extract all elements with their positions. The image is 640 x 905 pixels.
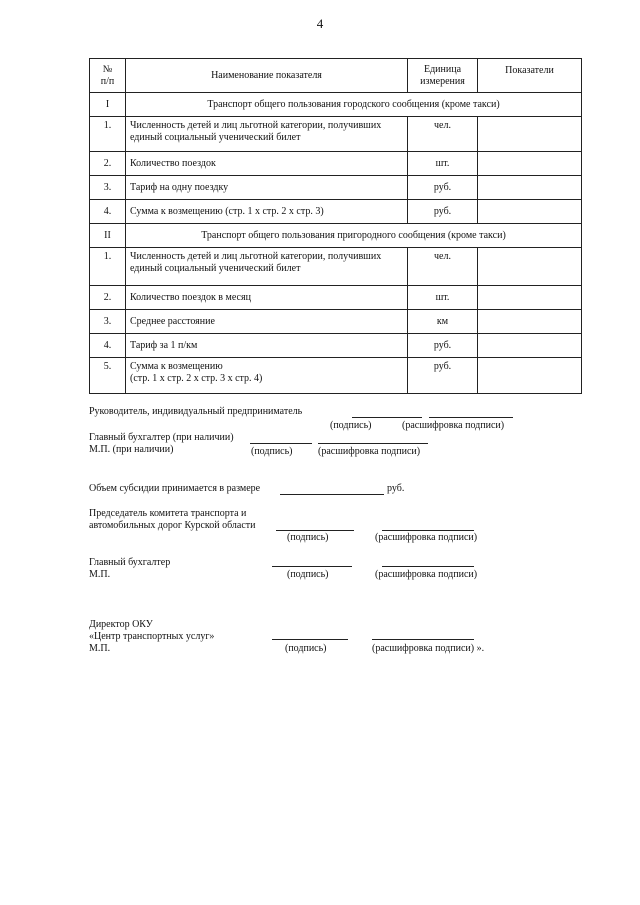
row-num: 3. xyxy=(90,176,126,200)
table-row xyxy=(90,286,582,310)
director-decoding-line[interactable] xyxy=(372,639,474,640)
indicators-table xyxy=(89,58,582,394)
subsidy-label: Объем субсидии принимается в размере xyxy=(89,483,261,494)
head-signature-line[interactable] xyxy=(352,417,422,418)
row-value xyxy=(478,310,582,334)
table-header-row xyxy=(90,59,582,93)
page-number: 4 xyxy=(316,16,324,31)
decoding-hint: (расшифровка подписи) xyxy=(318,446,421,457)
header-name: Наименование показателя xyxy=(126,59,408,93)
row-value xyxy=(478,117,582,152)
decoding-hint: (расшифровка подписи) xyxy=(402,420,505,431)
row-name: Количество поездок в месяц xyxy=(126,286,408,310)
table-row xyxy=(90,152,582,176)
row-name: Количество поездок xyxy=(126,152,408,176)
subsidy-amount-line[interactable] xyxy=(280,494,384,495)
director-stamp-label: М.П. xyxy=(89,643,111,654)
row-name: Сумма к возмещению (стр. 1 х стр. 2 х стр. 3) xyxy=(126,200,408,224)
row-name: Численность детей и лиц льготной категории, получивших единый социальный ученический билет xyxy=(126,117,408,152)
row-unit: руб. xyxy=(408,334,478,358)
row-unit: чел. xyxy=(408,117,478,152)
row-num: 4. xyxy=(90,334,126,358)
row-unit: чел. xyxy=(408,248,478,286)
signature-hint: (подпись) xyxy=(251,446,293,457)
section-title: Транспорт общего пользования городского сообщения (кроме такси) xyxy=(126,93,582,117)
stamp-optional-label: М.П. (при наличии) xyxy=(89,444,174,455)
header-value: Показатели xyxy=(478,59,582,93)
row-value xyxy=(478,358,582,394)
decoding-hint: (расшифровка подписи) xyxy=(375,532,478,543)
chairman-label-line2: автомобильных дорог Курской области xyxy=(89,520,256,531)
chairman-label-line1: Председатель комитета транспорта и xyxy=(89,508,247,519)
table-row xyxy=(90,176,582,200)
row-value xyxy=(478,334,582,358)
row-num: 2. xyxy=(90,152,126,176)
table-row xyxy=(90,200,582,224)
stamp-label: М.П. xyxy=(89,569,111,580)
row-name: Тариф на одну поездку xyxy=(126,176,408,200)
director-signature-line[interactable] xyxy=(272,639,348,640)
row-name: Среднее расстояние xyxy=(126,310,408,334)
signature-hint: (подпись) xyxy=(287,532,329,543)
row-value xyxy=(478,176,582,200)
subsidy-currency: руб. xyxy=(387,483,405,494)
row-value xyxy=(478,152,582,176)
row-num: 2. xyxy=(90,286,126,310)
row-num: 1. xyxy=(90,117,126,152)
section-num: I xyxy=(90,93,126,117)
accountant2-signature-line[interactable] xyxy=(272,566,352,567)
chief-accountant-label: Главный бухгалтер (при наличии) xyxy=(89,432,234,443)
signature-hint: (подпись) xyxy=(285,643,327,654)
signature-hint: (подпись) xyxy=(287,569,329,580)
header-unit: Единица измерения xyxy=(408,59,478,93)
signature-hint: (подпись) xyxy=(330,420,372,431)
row-unit: руб. xyxy=(408,200,478,224)
table-row xyxy=(90,248,582,286)
row-unit: шт. xyxy=(408,286,478,310)
decoding-hint-final: (расшифровка подписи) ». xyxy=(372,643,485,654)
decoding-hint: (расшифровка подписи) xyxy=(375,569,478,580)
chief-accountant2-label: Главный бухгалтер xyxy=(89,557,171,568)
table-row xyxy=(90,117,582,152)
row-num: 5. xyxy=(90,358,126,394)
row-num: 1. xyxy=(90,248,126,286)
accountant-decoding-line[interactable] xyxy=(318,443,428,444)
accountant2-decoding-line[interactable] xyxy=(382,566,474,567)
section-title: Транспорт общего пользования пригородного сообщения (кроме такси) xyxy=(126,224,582,248)
row-name: Сумма к возмещению (стр. 1 х стр. 2 х стр. 3 х стр. 4) xyxy=(126,358,408,394)
header-num: № п/п xyxy=(90,59,126,93)
row-name: Тариф за 1 п/км xyxy=(126,334,408,358)
chairman-signature-line[interactable] xyxy=(276,530,354,531)
section-num: II xyxy=(90,224,126,248)
table-row xyxy=(90,334,582,358)
director-label-line2: «Центр транспортных услуг» xyxy=(89,631,215,642)
row-num: 4. xyxy=(90,200,126,224)
row-value xyxy=(478,248,582,286)
chairman-decoding-line[interactable] xyxy=(382,530,474,531)
accountant-signature-line[interactable] xyxy=(250,443,312,444)
row-unit: руб. xyxy=(408,176,478,200)
row-value xyxy=(478,286,582,310)
row-value xyxy=(478,200,582,224)
section-row xyxy=(90,93,582,117)
head-label: Руководитель, индивидуальный предприниматель xyxy=(89,406,303,417)
director-label-line1: Директор ОКУ xyxy=(89,619,153,630)
row-unit: км xyxy=(408,310,478,334)
table-row xyxy=(90,310,582,334)
table-row xyxy=(90,358,582,394)
section-row xyxy=(90,224,582,248)
row-unit: шт. xyxy=(408,152,478,176)
row-unit: руб. xyxy=(408,358,478,394)
head-decoding-line[interactable] xyxy=(429,417,513,418)
row-num: 3. xyxy=(90,310,126,334)
row-name: Численность детей и лиц льготной категории, получивших единый социальный ученический билет xyxy=(126,248,408,286)
